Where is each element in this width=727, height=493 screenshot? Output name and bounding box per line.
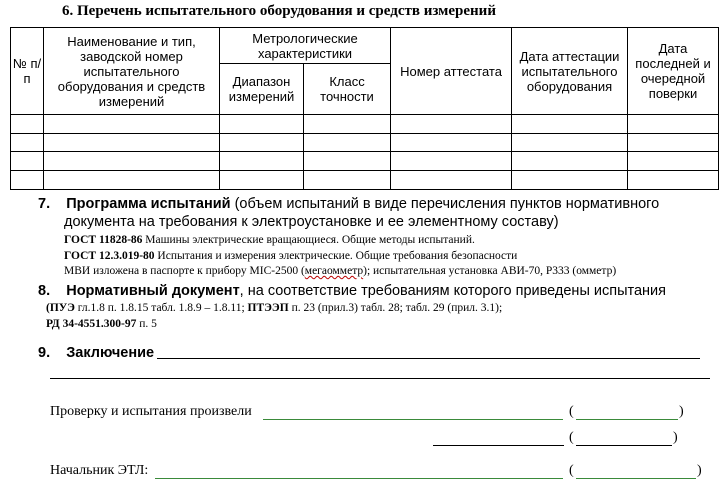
head-etl-paren-close: ) [697,463,702,478]
header-num: № п/п [11,28,44,115]
tested-by-signature-line[interactable] [263,419,563,420]
header-cert-date: Дата аттестации испытательного оборудования [512,28,628,115]
table-cell[interactable] [220,171,304,190]
table-cell[interactable] [44,152,220,171]
section-9-title: Заключение [66,345,155,361]
table-cell[interactable] [44,134,220,152]
table-cell[interactable] [220,115,304,134]
conclusion-line-1[interactable] [157,358,700,359]
section-7-desc-2: документа на требования к электроустановке и ее элементному составу) [64,214,559,230]
table-cell[interactable] [304,115,391,134]
equipment-table [10,27,719,190]
table-cell[interactable] [304,171,391,190]
table-cell[interactable] [512,152,628,171]
table-row [11,171,719,190]
table-row [11,115,719,134]
tested-by-paren-close: ) [679,404,684,419]
header-cert-no: Номер аттестата [391,28,512,115]
table-cell[interactable] [44,115,220,134]
table-row [11,134,719,152]
head-etl-paren-open: ( [569,463,574,478]
table-row [11,152,719,171]
section-7-item-2: ГОСТ 12.3.019-80 Испытания и измерения электрические. Общие требования безопасности [64,250,518,262]
table-cell[interactable] [628,152,719,171]
table-cell[interactable] [512,171,628,190]
table-cell[interactable] [391,171,512,190]
tested-by-2-paren-close: ) [673,430,678,445]
section-8-heading: 8. Нормативный документ, на соответствие требованиям которого приведены испытания [38,283,667,299]
header-check-date: Дата последней и очередной поверки [628,28,719,115]
tested-by-paren-open: ( [569,404,574,419]
table-cell[interactable] [628,115,719,134]
section-8-line-2: РД 34-4551.300-97 п. 5 [46,318,157,330]
table-cell[interactable] [628,171,719,190]
table-cell[interactable] [391,152,512,171]
head-etl-label: Начальник ЭТЛ: [50,463,149,478]
table-cell[interactable] [628,134,719,152]
table-cell[interactable] [220,134,304,152]
section-6-title: 6. Перечень испытательного оборудования и средств измерений [62,3,496,19]
table-cell[interactable] [11,171,44,190]
tested-by-2-name-line[interactable] [576,445,672,446]
conclusion-line-2[interactable] [50,378,710,379]
table-cell[interactable] [44,171,220,190]
table-cell[interactable] [220,152,304,171]
tested-by-2-signature-line[interactable] [433,445,564,446]
section-8-line-1: (ПУЭ гл.1.8 п. 1.8.15 табл. 1.8.9 – 1.8.11; ПТЭЭП п. 23 (прил.3) табл. 28; табл. 29 (прил. 3.1); [46,302,503,314]
section-7-desc-1: (объем испытаний в виде перечисления пунктов нормативного [234,196,660,212]
header-range: Диапазон измерений [220,64,304,115]
section-7-item-3: МВИ изложена в паспорте к прибору MIC-2500 (мегаомметр); испытательная установка АВИ-70, Р333 (омметр) [64,265,617,277]
section-7-heading: 7. Программа испытаний (объем испытаний в виде перечисления пунктов нормативного [38,196,660,212]
table-cell[interactable] [391,115,512,134]
tested-by-2-paren-open: ( [569,430,574,445]
section-7-title: Программа испытаний [66,196,231,212]
tested-by-label: Проверку и испытания произвели [50,404,252,419]
table-cell[interactable] [11,152,44,171]
section-7-item-1: ГОСТ 11828-86 Машины электрические вращающиеся. Общие методы испытаний. [64,234,475,246]
header-name: Наименование и тип, заводской номер испытательного оборудования и средств измерений [44,28,220,115]
table-cell[interactable] [512,115,628,134]
section-8-title: Нормативный документ [66,283,240,299]
table-cell[interactable] [11,115,44,134]
table-cell[interactable] [304,152,391,171]
table-cell[interactable] [391,134,512,152]
table-cell[interactable] [304,134,391,152]
section-9-heading: 9. Заключение [38,345,155,361]
table-cell[interactable] [512,134,628,152]
head-etl-name-line[interactable] [576,478,696,479]
head-etl-signature-line[interactable] [155,478,563,479]
header-class: Класс точности [304,64,391,115]
table-cell[interactable] [11,134,44,152]
tested-by-name-line[interactable] [576,419,678,420]
header-metro: Метрологические характеристики [220,28,391,64]
